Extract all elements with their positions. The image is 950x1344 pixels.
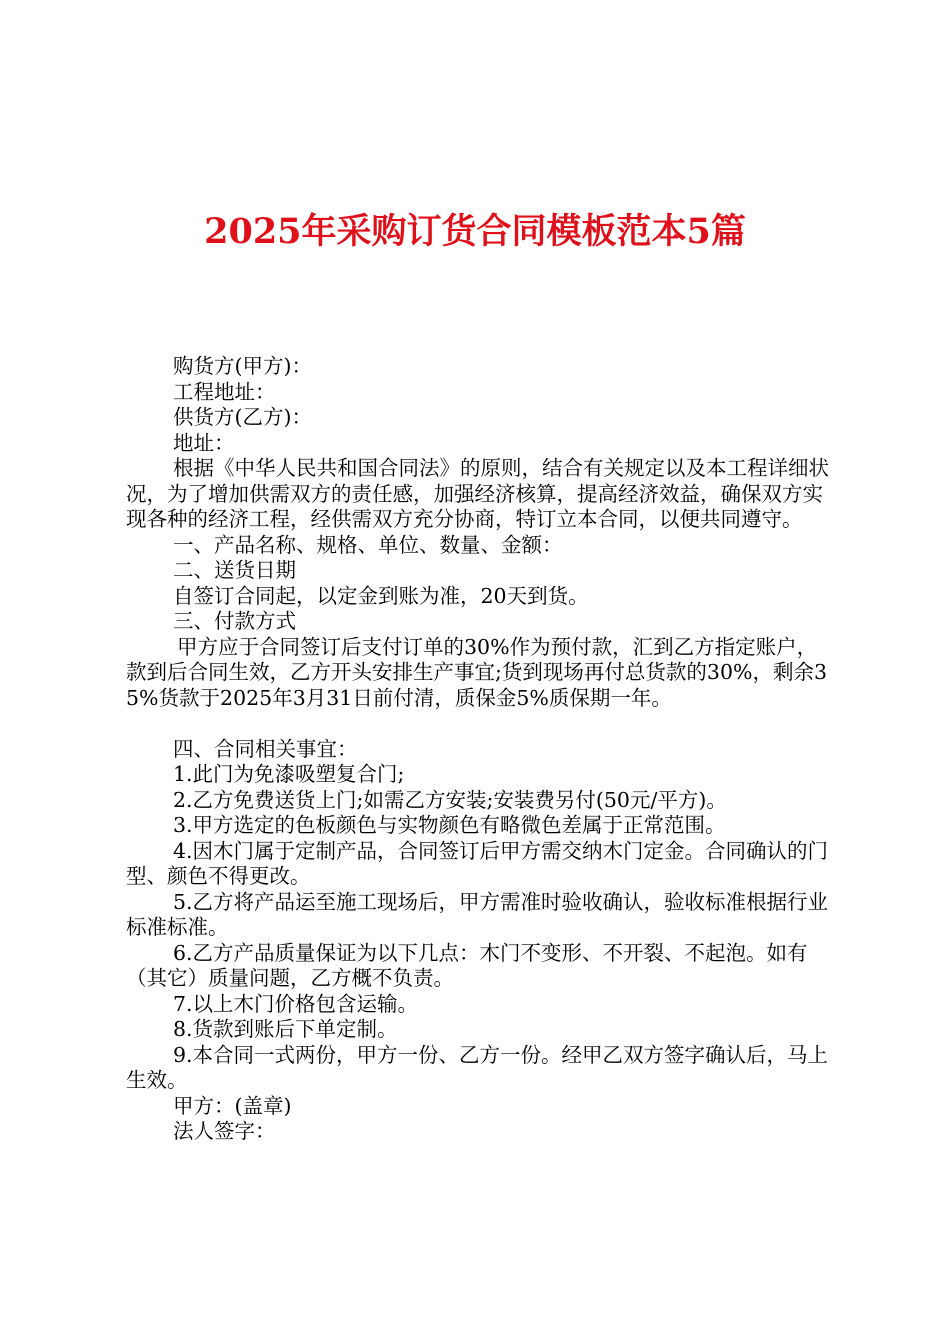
clause-7: 7.以上木门价格包含运输。 [173, 991, 419, 1016]
section-heading-related-matters: 四、合同相关事宜： [173, 736, 358, 761]
paragraph-preamble: 根据《中华人民共和国合同法》的原则，结合有关规定以及本工程详细状况，为了增加供需双方的责任感，加强经济核算，提高经济效益，确保双方实现各种的经济工程，经供需双方充分协商，特订立本合同，以便共同遵守。 [126, 456, 829, 531]
paragraph-delivery-terms: 自签订合同起，以定金到账为准，20天到货。 [173, 583, 589, 608]
section-heading-products: 一、产品名称、规格、单位、数量、金额： [173, 532, 563, 557]
paragraph-address: 地址： [173, 430, 235, 455]
clause-3: 3.甲方选定的色板颜色与实物颜色有略微色差属于正常范围。 [173, 813, 726, 837]
clause-5: 5.乙方将产品运至施工现场后，甲方需准时验收确认，验收标准根据行业标准标准。 [126, 889, 829, 939]
section-heading-payment: 三、付款方式 [173, 609, 296, 633]
paragraph-payment-terms: 甲方应于合同签订后支付订单的30%作为预付款，汇到乙方指定账户，款到后合同生效，乙方开头安排生产事宜;货到现场再付总货款的30%，剩余35%货款于2025年3月31日前付清，质保金5%质保期一年。 [126, 634, 828, 710]
signature-legal-representative: 法人签字： [173, 1119, 276, 1143]
signature-party-a-seal: 甲方：(盖章) [173, 1093, 292, 1118]
clause-6: 6.乙方产品质量保证为以下几点：木门不变形、不开裂、不起泡。如有（其它）质量问题，乙方概不负责。 [126, 940, 808, 990]
clause-1: 1.此门为免漆吸塑复合门; [173, 762, 405, 786]
paragraph-project-address: 工程地址： [173, 379, 276, 404]
clause-4: 4.因木门属于定制产品，合同签订后甲方需交纳木门定金。合同确认的门型、颜色不得更改。 [126, 838, 829, 888]
paragraph-buyer: 购货方(甲方)： [173, 354, 312, 378]
section-heading-delivery: 二、送货日期 [173, 558, 296, 582]
clause-9: 9.本合同一式两份，甲方一份、乙方一份。经甲乙双方签字确认后，马上生效。 [126, 1042, 829, 1092]
blank-line [126, 711, 836, 737]
clause-2: 2.乙方免费送货上门;如需乙方安装;安装费另付(50元/平方)。 [173, 787, 727, 812]
paragraph-supplier: 供货方(乙方)： [173, 405, 312, 429]
document-title: 2025年采购订货合同模板范本5篇 [204, 211, 746, 252]
document-body [126, 354, 836, 1145]
clause-8: 8.货款到账后下单定制。 [173, 1017, 398, 1041]
